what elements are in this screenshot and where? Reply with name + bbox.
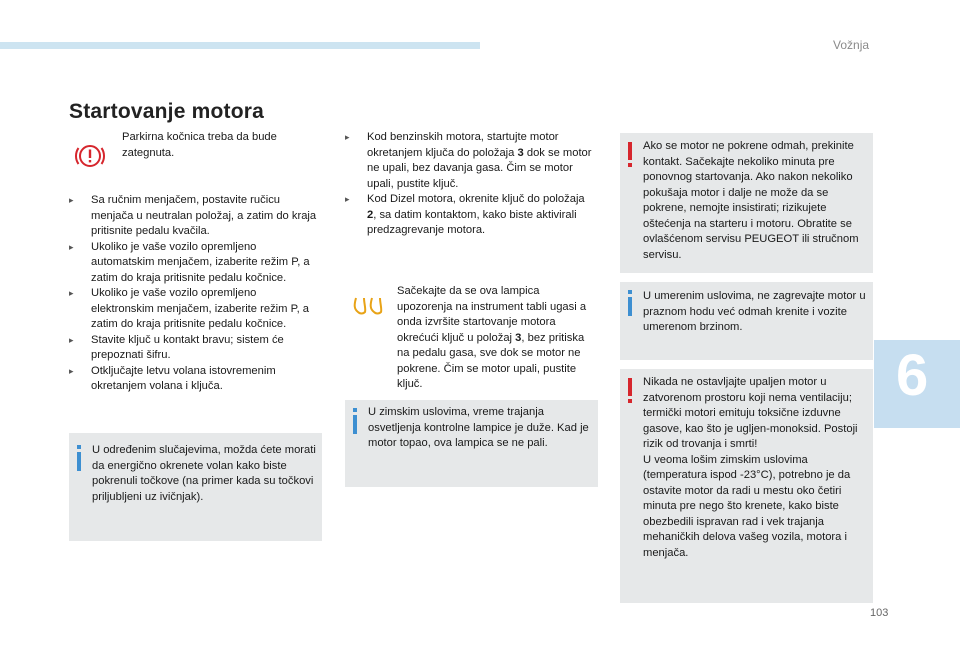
page-number: 103 <box>870 607 889 619</box>
list-item: ▸ Kod Dizel motora, okrenite ključ do položaja 2, sa datim kontaktom, kako biste aktivirali predzagrevanje motora. <box>345 192 597 239</box>
info-box-steering <box>69 433 322 541</box>
list-item: ▸ Ukoliko je vaše vozilo opremljeno elektronskim menjačem, izaberite režim P, a zatim do kraja pritisnite pedalu kočnice. <box>69 286 321 333</box>
glow-plug-icon <box>352 295 386 317</box>
engine-type-steps <box>345 130 597 239</box>
list-item: ▸ Ukoliko je vaše vozilo opremljeno automatskim menjačem, izaberite režim P, a zatim do kraja pritisnite pedalu kočnice. <box>69 240 321 287</box>
parking-note: Parkirna kočnica treba da bude zategnuta. <box>122 131 277 159</box>
chapter-title: Vožnja <box>833 38 870 52</box>
warning-icon <box>626 378 634 404</box>
warning-icon <box>626 142 634 168</box>
info-text: U umerenim uslovima, ne zagrevajte motor u praznom hodu već odmah krenite i vozite umerenom brzinom. <box>643 290 866 333</box>
start-steps-list <box>69 193 321 395</box>
list-item: ▸ Otključajte letvu volana istovremenim okretanjem volana i ključa. <box>69 364 321 395</box>
glow-plug-note: Sačekajte da se ova lampica upozorenja na instrument tabli ugasi a onda izvršite startovanje motora okrećući ključ u položaj 3, bez pritiska na pedalu gasa, sve dok se motor ne pokrene. Čim se motor upali, pustite ključ. <box>397 285 587 390</box>
list-item: ▸ Kod benzinskih motora, startujte motor okretanjem ključa do položaja 3 dok se motor ne upali, bez davanja gasa. Čim se motor upali, pustite ključ. <box>345 130 597 192</box>
header-bar <box>0 42 480 49</box>
parking-brake-warning-icon <box>74 141 106 171</box>
info-text: U zimskim uslovima, vreme trajanja osvetljenja kontrolne lampice je duže. Kad je motor topao, ova lampica se ne pali. <box>368 406 589 449</box>
list-item: ▸ Stavite ključ u kontakt bravu; sistem će prepoznati šifru. <box>69 333 321 364</box>
warning-text: Ako se motor ne pokrene odmah, prekinite kontakt. Sačekajte nekoliko minuta pre ponovnog startovanja. Ako nakon nekoliko pokušaja motor i dalje ne može da se pokrene, nemojte insistirati; rizikujete oštećenja na starteru i motoru. Obratite se ovlašćenom servisu PEUGEOT ili stručnom servisu. <box>643 140 859 261</box>
warning-box-ventilation <box>620 369 873 603</box>
info-icon <box>75 445 83 471</box>
chapter-number: 6 <box>896 343 929 408</box>
info-icon <box>626 290 634 316</box>
warning-box-start-failure <box>620 133 873 273</box>
info-icon <box>351 408 359 434</box>
info-box-moderate <box>620 282 873 360</box>
warning-text: Nikada ne ostavljajte upaljen motor u zatvorenom prostoru koji nema ventilaciju; termički motori emituju toksične izduvne gasove, kao što je ugljen-monoksid. Postoji rizik od trovanja i smrti! U veoma lošim zimskim uslovima (temperatura ispod -23°C), potrebno je da ostavite motor da radi u mestu oko četiri minuta pre nego što krenete, kako biste obezbedili ispravan rad i vek trajanja mehaničkih delova vašeg vozila, motora i menjača. <box>643 376 858 559</box>
info-text: U određenim slučajevima, možda ćete morati da energično okrenete volan kako biste pokrenuli točkove (na primer kada su točkovi priljubljeni uz ivičnjak). <box>92 444 316 503</box>
section-title: Startovanje motora <box>69 100 264 123</box>
list-item: ▸ Sa ručnim menjačem, postavite ručicu menjača u neutralan položaj, a zatim do kraja pritisnite pedalu kvačila. <box>69 193 321 240</box>
info-box-winter <box>345 400 598 487</box>
